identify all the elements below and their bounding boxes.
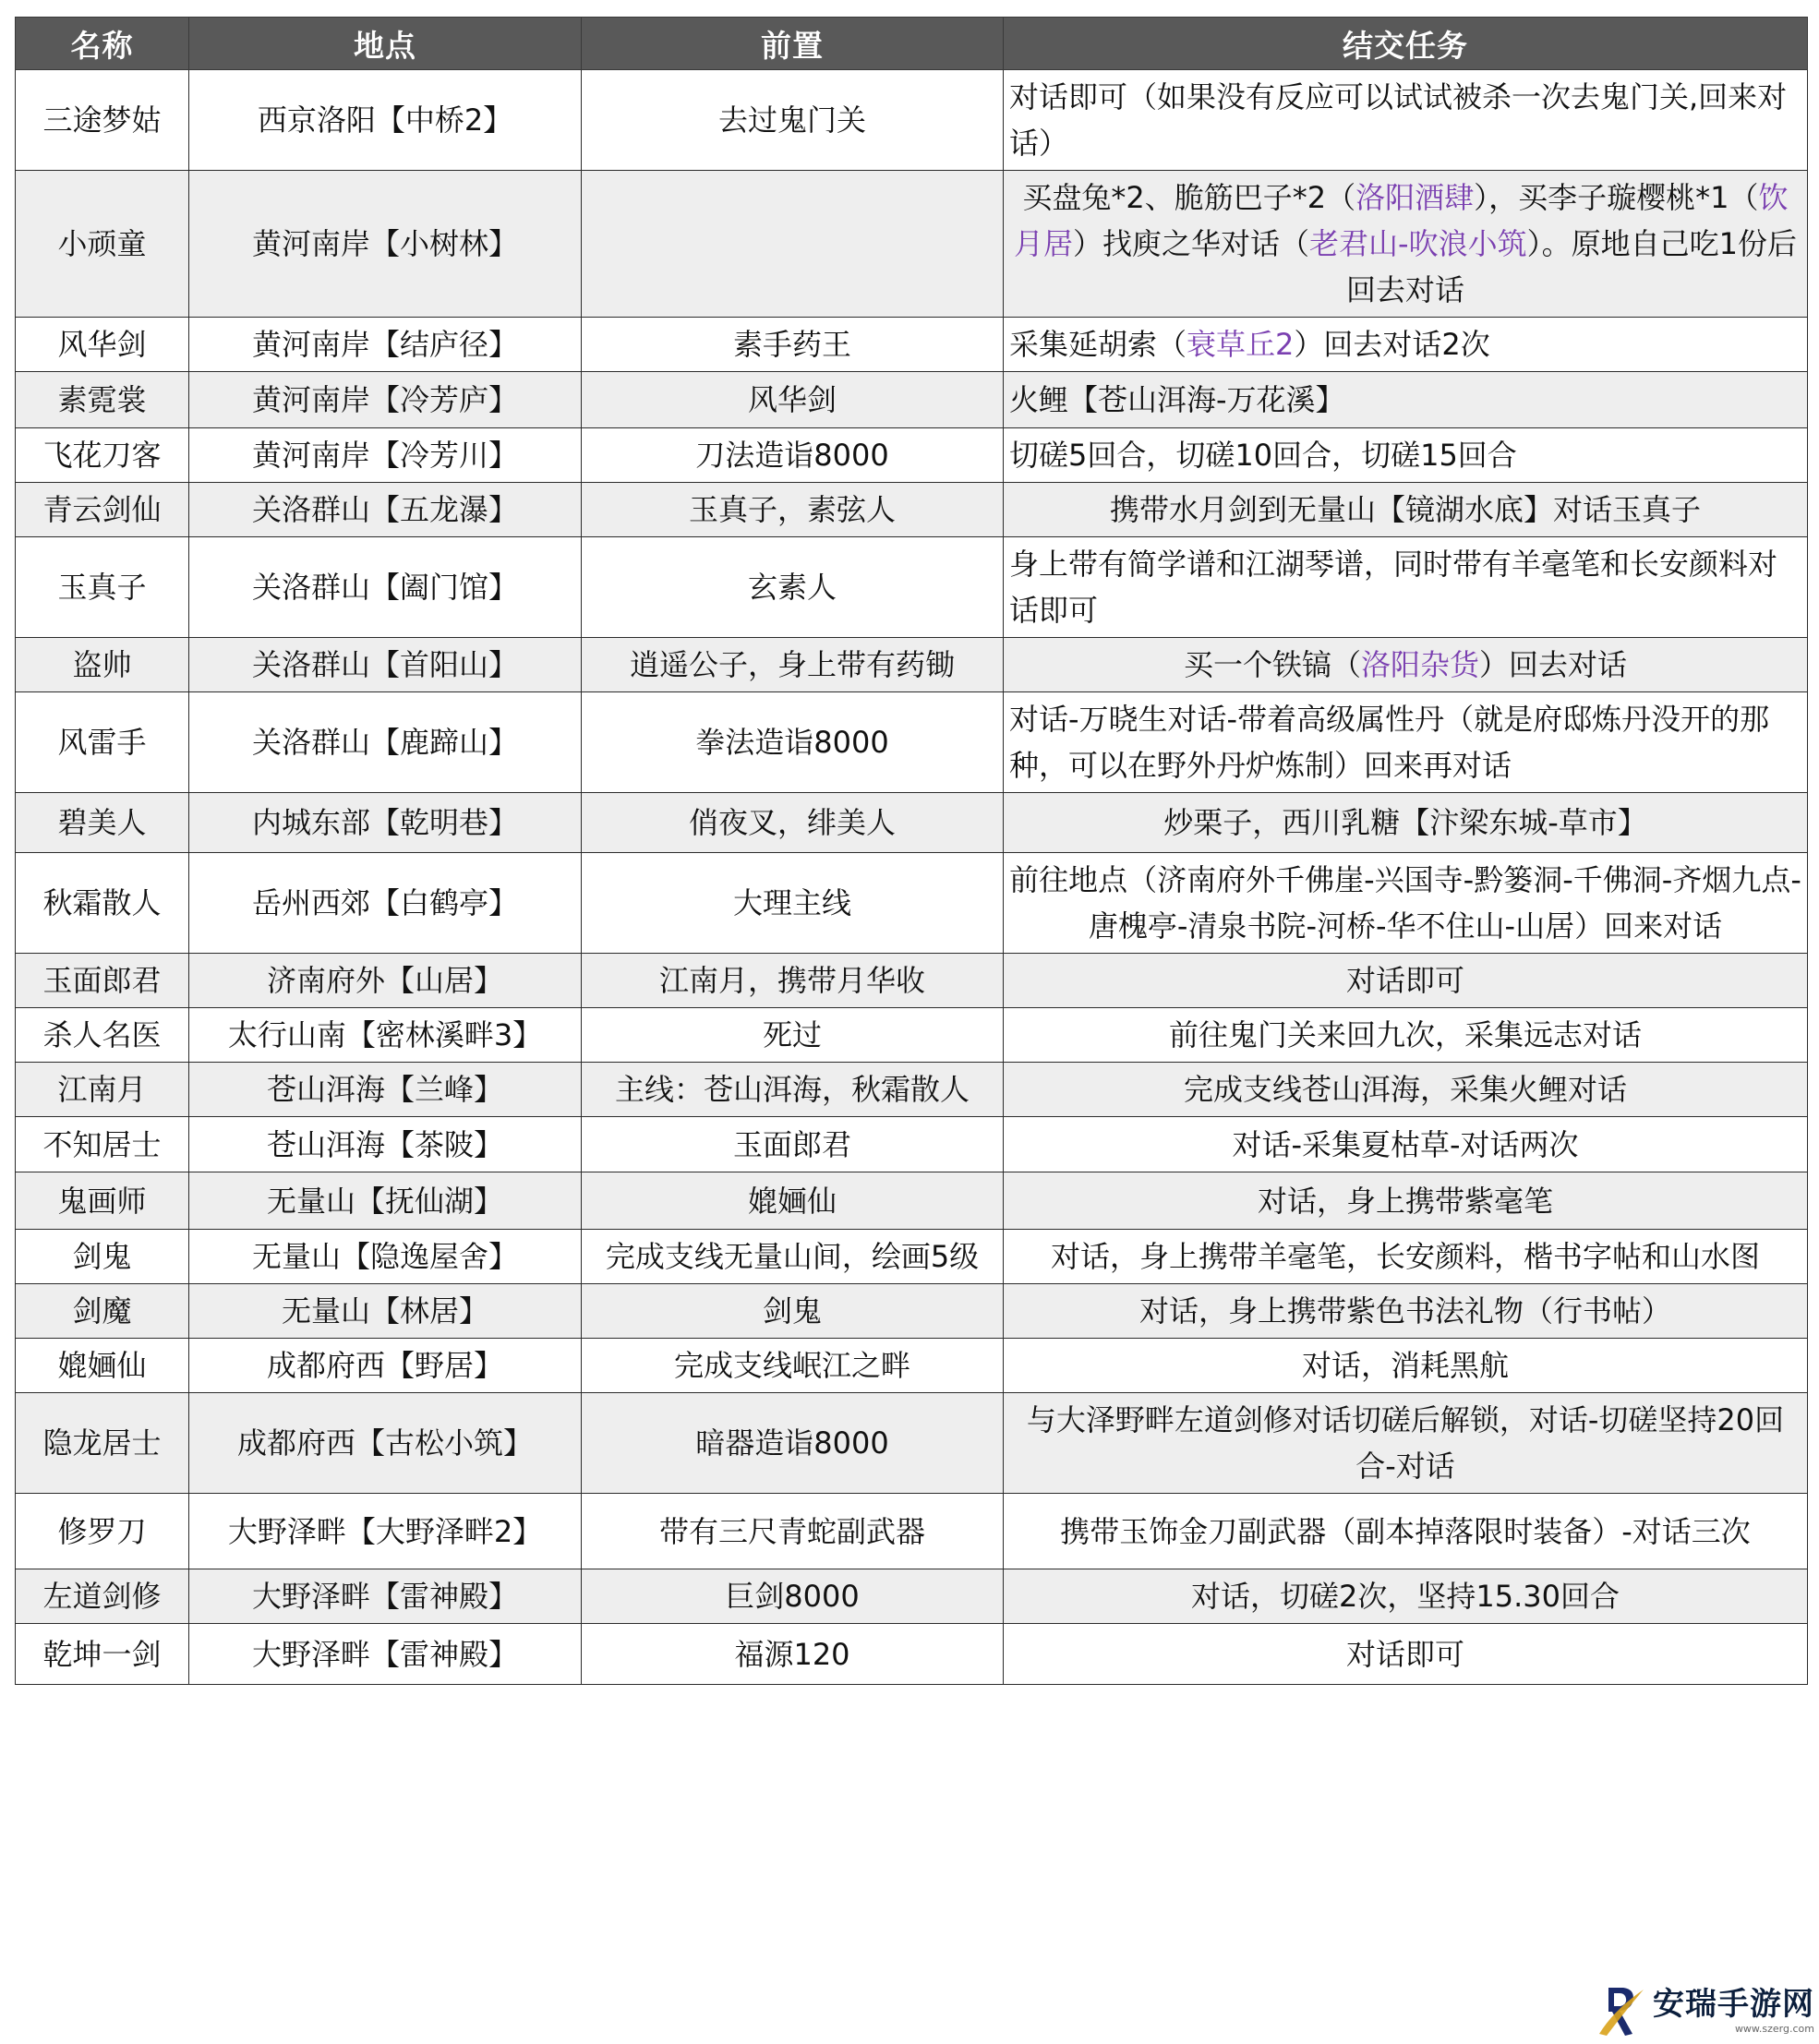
table-row [16, 1172, 1808, 1230]
task-text: ），买李子璇樱桃*1（ [1474, 180, 1759, 215]
cell-location: 关洛群山【首阳山】 [189, 638, 582, 692]
cell-task [1004, 638, 1808, 692]
cell-location: 苍山洱海【兰峰】 [189, 1063, 582, 1117]
cell-location: 成都府西【野居】 [189, 1339, 582, 1393]
header-row [16, 18, 1808, 70]
cell-task [1004, 954, 1808, 1008]
cell-location: 无量山【抚仙湖】 [189, 1172, 582, 1230]
cell-prereq: 玉真子，素弦人 [582, 483, 1004, 537]
task-text: 对话即可 [1345, 1636, 1464, 1672]
task-location-link: 洛阳酒肆 [1355, 180, 1475, 215]
table-row [16, 372, 1808, 428]
friendship-task-table [15, 17, 1808, 1685]
table-row [16, 171, 1808, 318]
task-text: ）找庾之华对话（ [1073, 226, 1310, 261]
cell-location: 关洛群山【鹿蹄山】 [189, 692, 582, 793]
cell-name: 剑魔 [16, 1284, 189, 1339]
table-row [16, 483, 1808, 537]
task-text: 对话-采集夏枯草-对话两次 [1232, 1126, 1579, 1162]
task-text: 买盘兔*2、脆筋巴子*2（ [1022, 180, 1356, 215]
task-text: 前往鬼门关来回九次，采集远志对话 [1168, 1017, 1642, 1052]
header-task: 结交任务 [1004, 18, 1808, 70]
table-row [16, 1063, 1808, 1117]
cell-prereq: 大理主线 [582, 853, 1004, 954]
table-row [16, 1339, 1808, 1393]
watermark-brand: 安瑞手游网 [1653, 1986, 1814, 2023]
table-row [16, 318, 1808, 372]
cell-task [1004, 1172, 1808, 1230]
task-text: 对话-万晓生对话-带着高级属性丹（就是府邸炼丹没开的那种，可以在野外丹炉炼制）回来再对话 [1009, 702, 1770, 783]
watermark-url: www.szerg.com [1734, 2023, 1814, 2035]
table-row [16, 853, 1808, 954]
cell-name: 小顽童 [16, 171, 189, 318]
task-text: ）回去对话2次 [1294, 327, 1490, 362]
cell-prereq: 福源120 [582, 1624, 1004, 1685]
cell-task [1004, 1008, 1808, 1063]
cell-location: 岳州西郊【白鹤亭】 [189, 853, 582, 954]
cell-name: 秋霜散人 [16, 853, 189, 954]
cell-prereq: 巨剑8000 [582, 1569, 1004, 1624]
cell-location: 苍山洱海【茶陂】 [189, 1117, 582, 1172]
cell-prereq: 去过鬼门关 [582, 70, 1004, 171]
task-location-link: 衰草丘2 [1187, 327, 1295, 362]
task-text: ）回去对话 [1479, 647, 1628, 682]
task-text: 对话即可 [1345, 963, 1464, 998]
task-text: 切磋5回合，切磋10回合，切磋15回合 [1009, 438, 1517, 473]
cell-name: 盗帅 [16, 638, 189, 692]
cell-name: 飞花刀客 [16, 428, 189, 483]
cell-name: 玉面郎君 [16, 954, 189, 1008]
table-body [16, 70, 1808, 1685]
cell-location: 无量山【林居】 [189, 1284, 582, 1339]
cell-name: 三途梦姑 [16, 70, 189, 171]
task-location-link: 洛阳杂货 [1360, 647, 1479, 682]
ar-swoosh-logo-icon [1596, 1982, 1647, 2039]
task-text: 买一个铁镐（ [1183, 647, 1361, 682]
cell-location: 关洛群山【五龙瀑】 [189, 483, 582, 537]
cell-task [1004, 692, 1808, 793]
cell-location: 太行山南【密林溪畔3】 [189, 1008, 582, 1063]
cell-location: 西京洛阳【中桥2】 [189, 70, 582, 171]
cell-location: 内城东部【乾明巷】 [189, 793, 582, 853]
cell-location: 黄河南岸【冷芳川】 [189, 428, 582, 483]
cell-task [1004, 70, 1808, 171]
cell-task [1004, 1063, 1808, 1117]
table-row [16, 537, 1808, 638]
cell-task [1004, 1284, 1808, 1339]
cell-prereq: 刀法造诣8000 [582, 428, 1004, 483]
cell-prereq: 完成支线岷江之畔 [582, 1339, 1004, 1393]
cell-name: 隐龙居士 [16, 1393, 189, 1494]
cell-location: 济南府外【山居】 [189, 954, 582, 1008]
cell-location: 黄河南岸【结庐径】 [189, 318, 582, 372]
task-text: 火鲤【苍山洱海-万花溪】 [1009, 382, 1345, 417]
cell-name: 杀人名医 [16, 1008, 189, 1063]
table-row [16, 1284, 1808, 1339]
cell-prereq: 江南月，携带月华收 [582, 954, 1004, 1008]
cell-location: 关洛群山【阖门馆】 [189, 537, 582, 638]
cell-name: 剑鬼 [16, 1230, 189, 1284]
cell-prereq: 完成支线无量山间，绘画5级 [582, 1230, 1004, 1284]
cell-task [1004, 318, 1808, 372]
task-table-container [15, 17, 1807, 1685]
cell-prereq: 媲婳仙 [582, 1172, 1004, 1230]
task-text: 与大泽野畔左道剑修对话切磋后解锁，对话-切磋坚持20回合-对话 [1026, 1402, 1785, 1484]
table-header [16, 18, 1808, 70]
cell-task [1004, 1230, 1808, 1284]
table-row [16, 1008, 1808, 1063]
cell-name: 碧美人 [16, 793, 189, 853]
cell-name: 青云剑仙 [16, 483, 189, 537]
cell-name: 左道剑修 [16, 1569, 189, 1624]
cell-name: 媲婳仙 [16, 1339, 189, 1393]
task-text: 前往地点（济南府外千佛崖-兴国寺-黔篓洞-千佛洞-齐烟九点-唐槐亭-清泉书院-河桥-华不住山-山居）回来对话 [1009, 862, 1801, 944]
task-text: ）。原地自己吃1份后回去对话 [1345, 226, 1797, 307]
task-location-link: 饮月居 [1014, 180, 1789, 261]
cell-location: 黄河南岸【冷芳庐】 [189, 372, 582, 428]
table-row [16, 70, 1808, 171]
cell-prereq: 俏夜叉，绯美人 [582, 793, 1004, 853]
watermark-text-group [1653, 1986, 1814, 2036]
cell-location: 大野泽畔【雷神殿】 [189, 1624, 582, 1685]
task-text: 对话即可（如果没有反应可以试试被杀一次去鬼门关,回来对话） [1009, 79, 1788, 161]
cell-prereq: 暗器造诣8000 [582, 1393, 1004, 1494]
cell-prereq: 素手药王 [582, 318, 1004, 372]
cell-task [1004, 1117, 1808, 1172]
cell-task [1004, 793, 1808, 853]
task-location-link: 老君山-吹浪小筑 [1309, 226, 1527, 261]
cell-prereq: 拳法造诣8000 [582, 692, 1004, 793]
cell-name: 风华剑 [16, 318, 189, 372]
task-text: 对话，身上携带紫毫笔 [1257, 1183, 1553, 1219]
cell-task [1004, 1624, 1808, 1685]
task-text: 携带水月剑到无量山【镜湖水底】对话玉真子 [1109, 492, 1701, 527]
table-row [16, 954, 1808, 1008]
cell-prereq: 主线：苍山洱海，秋霜散人 [582, 1063, 1004, 1117]
cell-name: 素霓裳 [16, 372, 189, 428]
cell-task [1004, 853, 1808, 954]
task-text: 炒栗子，西川乳糖【汴梁东城-草市】 [1163, 805, 1647, 840]
table-row [16, 1393, 1808, 1494]
cell-name: 修罗刀 [16, 1494, 189, 1569]
cell-task [1004, 537, 1808, 638]
task-text: 完成支线苍山洱海，采集火鲤对话 [1183, 1072, 1627, 1107]
task-text: 携带玉饰金刀副武器（副本掉落限时装备）-对话三次 [1060, 1513, 1751, 1549]
cell-prereq: 剑鬼 [582, 1284, 1004, 1339]
cell-task [1004, 1339, 1808, 1393]
table-row [16, 638, 1808, 692]
header-prereq: 前置 [582, 18, 1004, 70]
cell-location: 成都府西【古松小筑】 [189, 1393, 582, 1494]
cell-task [1004, 372, 1808, 428]
cell-name: 不知居士 [16, 1117, 189, 1172]
task-text: 对话，身上携带紫色书法礼物（行书帖） [1138, 1293, 1671, 1329]
cell-location: 大野泽畔【雷神殿】 [189, 1569, 582, 1624]
cell-prereq: 玉面郎君 [582, 1117, 1004, 1172]
cell-prereq [582, 171, 1004, 318]
cell-name: 乾坤一剑 [16, 1624, 189, 1685]
cell-task [1004, 483, 1808, 537]
cell-task [1004, 1393, 1808, 1494]
cell-task [1004, 171, 1808, 318]
cell-location: 黄河南岸【小树林】 [189, 171, 582, 318]
table-row [16, 1569, 1808, 1624]
cell-name: 玉真子 [16, 537, 189, 638]
task-text: 身上带有简学谱和江湖琴谱，同时带有羊毫笔和长安颜料对话即可 [1009, 547, 1778, 628]
task-text: 对话，身上携带羊毫笔，长安颜料，楷书字帖和山水图 [1050, 1239, 1760, 1274]
cell-name: 江南月 [16, 1063, 189, 1117]
cell-location: 无量山【隐逸屋舍】 [189, 1230, 582, 1284]
cell-task [1004, 428, 1808, 483]
cell-prereq: 逍遥公子，身上带有药锄 [582, 638, 1004, 692]
table-row [16, 793, 1808, 853]
cell-task [1004, 1494, 1808, 1569]
cell-prereq: 玄素人 [582, 537, 1004, 638]
cell-name: 风雷手 [16, 692, 189, 793]
table-row [16, 1494, 1808, 1569]
cell-prereq: 带有三尺青蛇副武器 [582, 1494, 1004, 1569]
table-row [16, 692, 1808, 793]
cell-location: 大野泽畔【大野泽畔2】 [189, 1494, 582, 1569]
table-row [16, 1624, 1808, 1685]
task-text: 对话，消耗黑航 [1301, 1348, 1509, 1383]
cell-prereq: 风华剑 [582, 372, 1004, 428]
cell-task [1004, 1569, 1808, 1624]
cell-name: 鬼画师 [16, 1172, 189, 1230]
table-row [16, 428, 1808, 483]
table-row [16, 1230, 1808, 1284]
cell-prereq: 死过 [582, 1008, 1004, 1063]
task-text: 对话，切磋2次，坚持15.30回合 [1191, 1579, 1620, 1614]
table-row [16, 1117, 1808, 1172]
header-name: 名称 [16, 18, 189, 70]
task-text: 采集延胡索（ [1009, 327, 1187, 362]
watermark-logo [1590, 1978, 1819, 2044]
header-location: 地点 [189, 18, 582, 70]
